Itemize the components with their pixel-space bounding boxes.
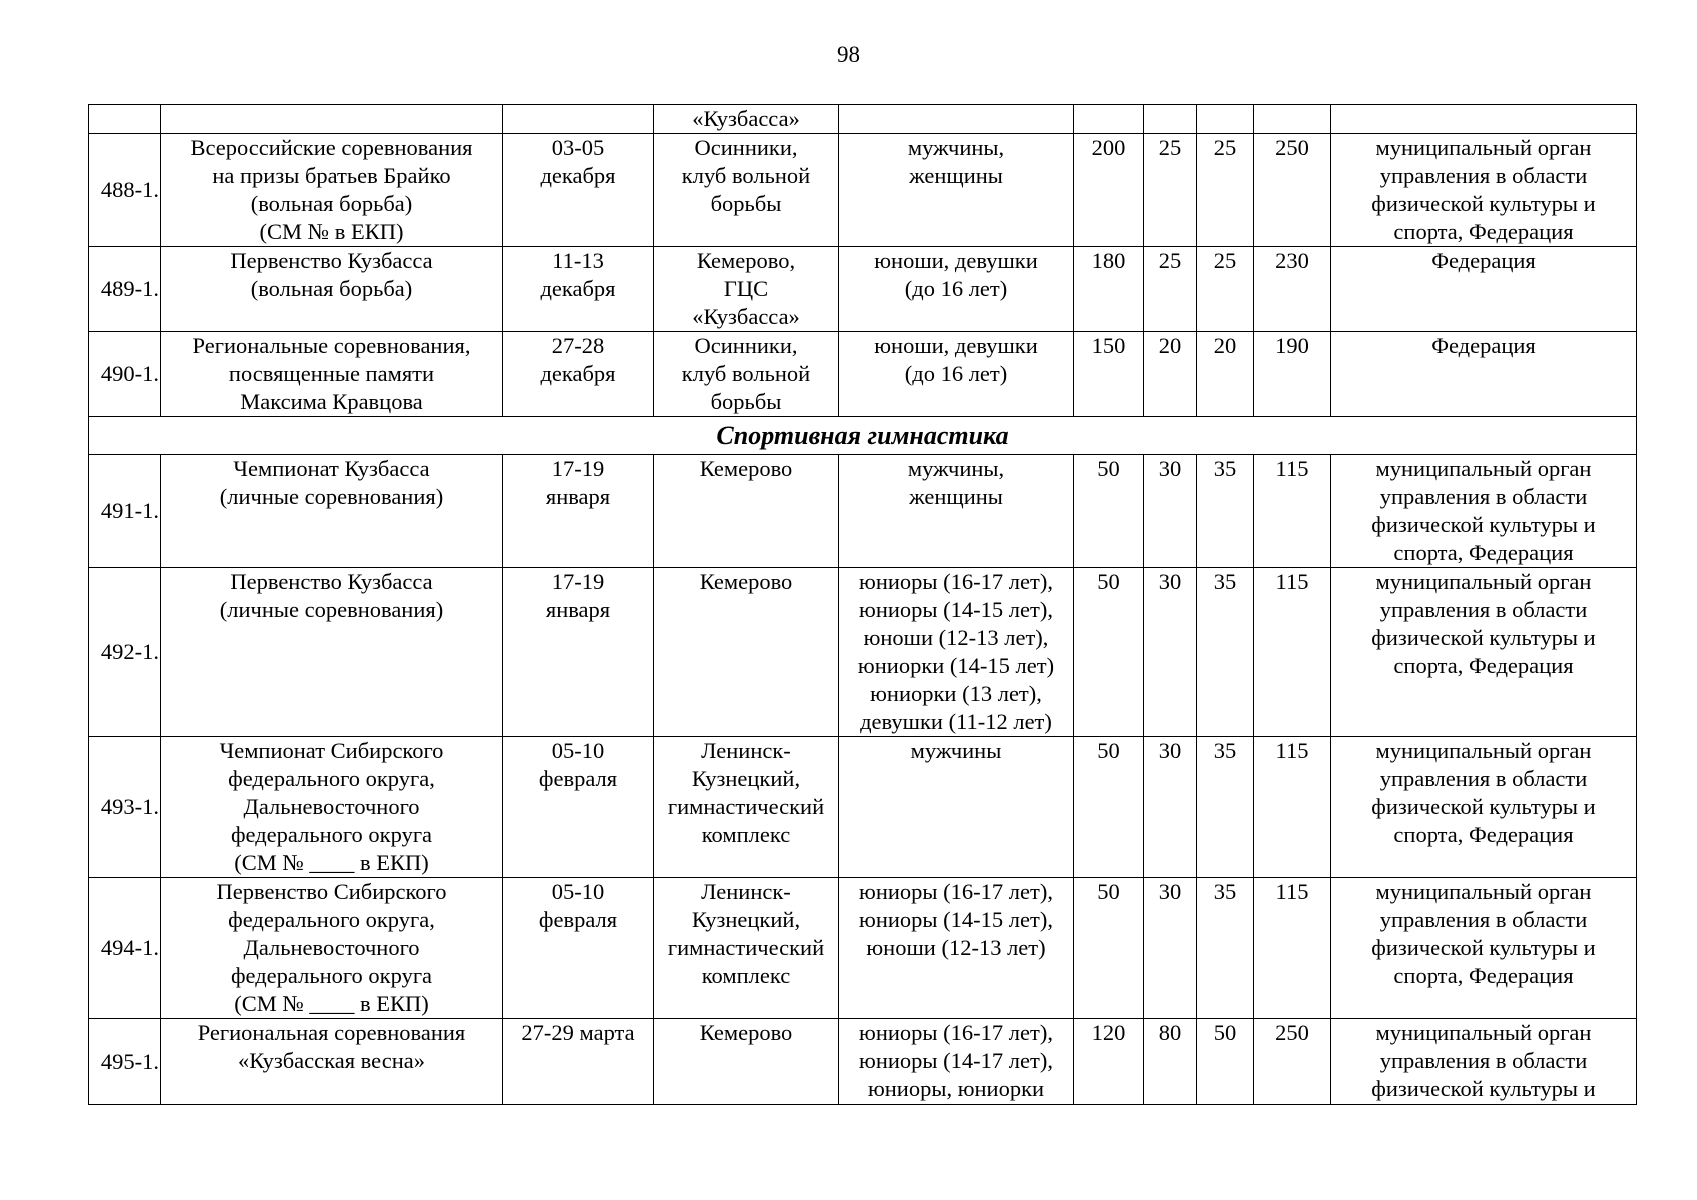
cell-n1: 150 (1074, 332, 1144, 417)
cell-dates: 05-10 февраля (503, 878, 654, 1019)
cell-n1: 120 (1074, 1019, 1144, 1105)
cell-name (161, 105, 503, 134)
cell-num: 492-1. (89, 568, 161, 737)
table-row (89, 737, 1637, 878)
cell-num (89, 105, 161, 134)
cell-n1: 50 (1074, 878, 1144, 1019)
cell-n2: 20 (1144, 332, 1197, 417)
table-row (89, 568, 1637, 737)
cell-participants: юниоры (16-17 лет), юниоры (14-15 лет), юноши (12-13 лет), юниорки (14-15 лет) юниорки (13 лет), девушки (11-12 лет) (839, 568, 1074, 737)
cell-organizer: муниципальный орган управления в области физической культуры и спорта, Федерация (1331, 134, 1637, 247)
cell-num: 493-1. (89, 737, 161, 878)
cell-n1: 50 (1074, 737, 1144, 878)
cell-participants (839, 105, 1074, 134)
cell-n3: 25 (1197, 247, 1254, 332)
cell-total: 115 (1254, 737, 1331, 878)
cell-n1: 180 (1074, 247, 1144, 332)
cell-venue: Ленинск- Кузнецкий, гимнастический комплекс (654, 737, 839, 878)
cell-n1: 200 (1074, 134, 1144, 247)
cell-n2: 30 (1144, 878, 1197, 1019)
cell-dates: 03-05 декабря (503, 134, 654, 247)
cell-total: 115 (1254, 878, 1331, 1019)
cell-venue: Кемерово (654, 1019, 839, 1105)
cell-n1: 50 (1074, 568, 1144, 737)
cell-participants: мужчины (839, 737, 1074, 878)
table-row (89, 332, 1637, 417)
cell-total (1254, 105, 1331, 134)
cell-venue: Осинники, клуб вольной борьбы (654, 134, 839, 247)
cell-total: 250 (1254, 134, 1331, 247)
cell-organizer: Федерация (1331, 332, 1637, 417)
cell-n1 (1074, 105, 1144, 134)
cell-n2: 30 (1144, 568, 1197, 737)
cell-venue: Осинники, клуб вольной борьбы (654, 332, 839, 417)
cell-participants: юниоры (16-17 лет), юниоры (14-15 лет), юноши (12-13 лет) (839, 878, 1074, 1019)
cell-organizer: муниципальный орган управления в области физической культуры и спорта, Федерация (1331, 568, 1637, 737)
cell-n2: 30 (1144, 455, 1197, 568)
cell-participants: юноши, девушки (до 16 лет) (839, 247, 1074, 332)
cell-num: 489-1. (89, 247, 161, 332)
cell-n3: 35 (1197, 455, 1254, 568)
cell-venue: Кемерово (654, 568, 839, 737)
cell-dates: 17-19 января (503, 455, 654, 568)
cell-n2: 30 (1144, 737, 1197, 878)
cell-name: Первенство Кузбасса (личные соревнования) (161, 568, 503, 737)
cell-total: 115 (1254, 455, 1331, 568)
section-header-row (89, 417, 1637, 455)
cell-dates: 17-19 января (503, 568, 654, 737)
cell-venue: «Кузбасса» (654, 105, 839, 134)
cell-dates: 05-10 февраля (503, 737, 654, 878)
cell-total: 230 (1254, 247, 1331, 332)
cell-organizer: муниципальный орган управления в области физической культуры и спорта, Федерация (1331, 737, 1637, 878)
cell-n3: 35 (1197, 878, 1254, 1019)
table-row (89, 1019, 1637, 1105)
competition-schedule-table (88, 104, 1637, 1105)
cell-num: 488-1. (89, 134, 161, 247)
table-row (89, 247, 1637, 332)
cell-organizer: муниципальный орган управления в области физической культуры и спорта, Федерация (1331, 878, 1637, 1019)
cell-name: Чемпионат Кузбасса (личные соревнования) (161, 455, 503, 568)
cell-participants: мужчины, женщины (839, 455, 1074, 568)
cell-n2: 25 (1144, 134, 1197, 247)
cell-n1: 50 (1074, 455, 1144, 568)
cell-dates (503, 105, 654, 134)
cell-venue: Ленинск- Кузнецкий, гимнастический комплекс (654, 878, 839, 1019)
cell-n3: 50 (1197, 1019, 1254, 1105)
cell-organizer: муниципальный орган управления в области физической культуры и (1331, 1019, 1637, 1105)
cell-participants: мужчины, женщины (839, 134, 1074, 247)
cell-n2: 80 (1144, 1019, 1197, 1105)
cell-name: Региональные соревнования, посвященные памяти Максима Кравцова (161, 332, 503, 417)
table-row (89, 455, 1637, 568)
cell-participants: юноши, девушки (до 16 лет) (839, 332, 1074, 417)
section-title: Спортивная гимнастика (89, 417, 1637, 455)
cell-name: Всероссийские соревнования на призы братьев Брайко (вольная борьба) (СМ № в ЕКП) (161, 134, 503, 247)
cell-participants: юниоры (16-17 лет), юниоры (14-17 лет), юниоры, юниорки (839, 1019, 1074, 1105)
cell-n3: 35 (1197, 568, 1254, 737)
cell-total: 250 (1254, 1019, 1331, 1105)
cell-n3 (1197, 105, 1254, 134)
table-row (89, 878, 1637, 1019)
cell-total: 115 (1254, 568, 1331, 737)
page-number: 98 (837, 42, 860, 67)
cell-n2: 25 (1144, 247, 1197, 332)
cell-organizer: Федерация (1331, 247, 1637, 332)
table-row (89, 134, 1637, 247)
cell-organizer: муниципальный орган управления в области физической культуры и спорта, Федерация (1331, 455, 1637, 568)
cell-num: 494-1. (89, 878, 161, 1019)
cell-n2 (1144, 105, 1197, 134)
cell-name: Чемпионат Сибирского федерального округа, Дальневосточного федерального округа (СМ № ____ в ЕКП) (161, 737, 503, 878)
cell-total: 190 (1254, 332, 1331, 417)
cell-dates: 11-13 декабря (503, 247, 654, 332)
cell-venue: Кемерово (654, 455, 839, 568)
cell-dates: 27-29 марта (503, 1019, 654, 1105)
cell-organizer (1331, 105, 1637, 134)
cell-name: Региональная соревнования «Кузбасская весна» (161, 1019, 503, 1105)
cell-num: 490-1. (89, 332, 161, 417)
cell-name: Первенство Кузбасса (вольная борьба) (161, 247, 503, 332)
cell-venue: Кемерово, ГЦС «Кузбасса» (654, 247, 839, 332)
cell-dates: 27-28 декабря (503, 332, 654, 417)
cell-num: 491-1. (89, 455, 161, 568)
cell-n3: 35 (1197, 737, 1254, 878)
cell-n3: 20 (1197, 332, 1254, 417)
cell-name: Первенство Сибирского федерального округа, Дальневосточного федерального округа (СМ № ____ в ЕКП) (161, 878, 503, 1019)
cell-n3: 25 (1197, 134, 1254, 247)
cell-num: 495-1. (89, 1019, 161, 1105)
continued-row (89, 105, 1637, 134)
